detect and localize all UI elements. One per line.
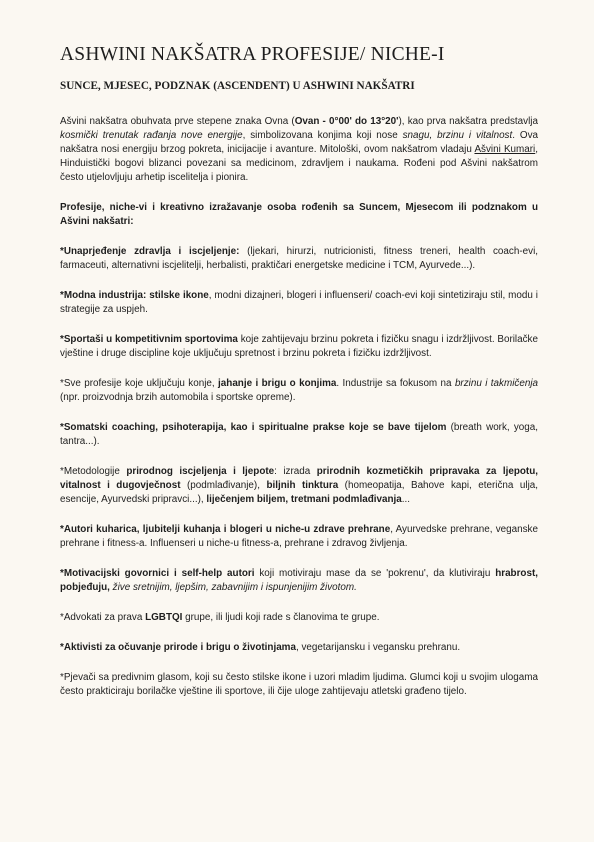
page-subtitle: SUNCE, MJESEC, PODZNAK (ASCENDENT) U ASHWINI NAKŠATRI xyxy=(60,80,415,92)
list-item-activists: *Aktivisti za očuvanje prirode i brigu o životinjama, vegetarijansku i vegansku prehranu. xyxy=(60,642,461,653)
intro-paragraph: Ašvini nakšatra obuhvata prve stepene znaka Ovna (Ovan - 0°00' do 13°20'), kao prva nakšatra predstavlja kosmički trenutak rađanja nove energije, simbolizovana konjima koji nose snagu, brzinu i vitalnost. Ova nakšatra nosi energiju brzog pokreta, inicijacije i avanture. Mitološki, ovom nakšatrom vladaju Ašvini Kumari, Hinduistički bogovi blizanci povezani sa medicinom, zdravljem i naukama. Rođeni pod Ašvini nakšatrom često utjelovljuju arhetip iscelitelja i pionira. xyxy=(60,116,538,183)
page-title: ASHWINI NAKŠATRA PROFESIJE/ NICHE-I xyxy=(60,44,445,65)
list-item-natural-healing: *Metodologije prirodnog iscjeljenja i ljepote: izrada prirodnih kozmetičkih pripravaka za ljepotu, vitalnost i dugovječnost (podmlađivanje), biljnih tinktura (homeopatija, Bahove kapi, eterična ulja, esencije, Ayurvedski pripravci...), liječenjem biljem, tretmani podmlađivanja... xyxy=(60,466,538,505)
list-item-sports: *Sportaši u kompetitivnim sportovima koje zahtijevaju brzinu pokreta i fizičku snagu i izdržljivost. Borilačke vještine i druge discipline koje uključuju spretnost i brzinu pokreta i fizičku izdržljivost. xyxy=(60,334,538,359)
ashvini-kumari-link[interactable]: Ašvini Kumari xyxy=(474,144,536,155)
list-item-somatic: *Somatski coaching, psihoterapija, kao i spiritualne prakse koje se bave tijelom (breath work, yoga, tantra...). xyxy=(60,422,538,447)
section-heading: Profesije, niche-vi i kreativno izražavanje osoba rođenih sa Suncem, Mjesecom ili podznakom u Ašvini nakšatri: xyxy=(60,202,538,227)
list-item-health: *Unaprjeđenje zdravlja i iscjeljenje: (ljekari, hirurzi, nutricionisti, fitness treneri, health coach-evi, farmaceuti, alternativni iscjelitelji, herbalisti, praktičari energetske medicine i TCM, Ayurvede...). xyxy=(60,246,539,271)
list-item-horses: *Sve profesije koje uključuju konje, jahanje i brigu o konjima. Industrije sa fokusom na brzinu i takmičenja (npr. proizvodnja brzih automobila i sportske opreme). xyxy=(60,378,539,403)
list-item-motivation: *Motivacijski govornici i self-help autori koji motiviraju mase da se 'pokrenu', da klutiviraju hrabrost, pobjeđuju, žive sretnijim, ljepšim, zabavnijim i ispunjenijim životom. xyxy=(60,568,538,593)
document-body xyxy=(60,115,538,699)
list-item-lawyers: *Advokati za prava LGBTQI grupe, ili ljudi koji rade s članovima te grupe. xyxy=(60,612,380,623)
list-item-singers: *Pjevači sa predivnim glasom, koji su često stilske ikone i uzori mladim ljudima. Glumci koji u svojim ulogama često prakticiraju borilačke vještine ili sportove, ili čije uloge zahtijevaju atletski građeno tijelo. xyxy=(60,672,538,697)
list-item-fashion: *Modna industrija: stilske ikone, modni dizajneri, blogeri i influenseri/ coach-evi koji sintetiziraju stil, modu i strategije za uspjeh. xyxy=(60,290,539,315)
list-item-cooking: *Autori kuharica, ljubitelji kuhanja i blogeri u niche-u zdrave prehrane, Ayurvedske prehrane, veganske prehrane i fitness-a. Influenseri u niche-u fitness-a, prehrane i zdravog življenja. xyxy=(60,524,538,549)
